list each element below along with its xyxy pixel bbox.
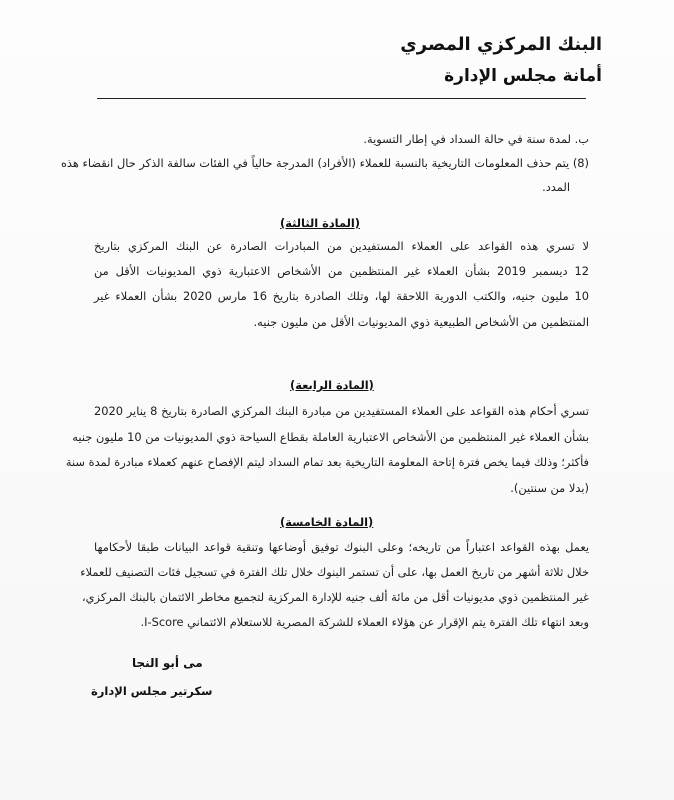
- article-4-line-4: (بدلا من سنتين).: [510, 481, 589, 495]
- article-5-line-4: وبعد انتهاء تلك الفترة يتم الإقرار عن هؤلاء العملاء للشركة المصرية للاستعلام الائتماني I-Score.: [140, 615, 589, 629]
- article-4-line-2: بشأن العملاء غير المنتظمين من الأشخاص الاعتبارية العاملة بقطاع السياحة ذوي المديونيات من 10 مليون جنيه: [72, 430, 589, 444]
- article-5-heading: (المادة الخامسة): [280, 515, 374, 529]
- article-5-line-2: خلال ثلاثة أشهر من تاريخ العمل بها، على أن تستمر البنوك خلال تلك الفترة في تسجيل فئات التصنيف للعملاء: [80, 565, 589, 579]
- intro-item-8-line-2: المدد.: [542, 180, 570, 194]
- signatory-title: سكرتير مجلس الإدارة: [91, 684, 213, 698]
- article-4-line-1: تسري أحكام هذه القواعد على العملاء المستفيدين من مبادرة البنك المركزي الصادرة بتاريخ 8 يناير 2020: [94, 404, 589, 418]
- article-5-line-1: يعمل بهذه القواعد اعتباراً من تاريخه؛ وعلى البنوك توفيق أوضاعها وتنقية قواعد البيانات طبقا لأحكامها: [94, 540, 589, 554]
- signatory-name: مى أبو النجا: [132, 656, 203, 670]
- department-name: أمانة مجلس الإدارة: [444, 66, 602, 86]
- org-name: البنك المركزي المصري: [400, 34, 602, 55]
- article-3-line-4: المنتظمين من الأشخاص الطبيعية ذوي المديونيات الأقل من مليون جنيه.: [253, 315, 589, 329]
- article-3-line-2: 12 ديسمبر 2019 بشأن العملاء غير المنتظمين من الأشخاص الاعتبارية ذوي المديونيات الأقل من: [94, 264, 589, 278]
- article-4-line-3: فأكثر؛ وذلك فيما يخص فترة إتاحة المعلومة التاريخية بعد تمام السداد ليتم الإفصاح عنهم كعملاء مبادرة لمدة سنة: [65, 455, 589, 469]
- intro-item-b: ب. لمدة سنة في حالة السداد في إطار التسوية.: [363, 132, 589, 146]
- article-5-line-3: غير المنتظمين ذوي مديونيات أقل من مائة ألف جنيه للإدارة المركزية لتجميع مخاطر الائتمان بالبنك المركزي،: [81, 590, 589, 604]
- header-divider: [97, 98, 586, 99]
- intro-item-8-line-1: (8) يتم حذف المعلومات التاريخية بالنسبة للعملاء (الأفراد) المدرجة حالياً في الفئات سالفة الذكر حال انقضاء هذه: [60, 156, 589, 170]
- article-3-heading: (المادة الثالثة): [280, 216, 360, 230]
- article-3-line-1: لا تسري هذه القواعد على العملاء المستفيدين من المبادرات الصادرة عن البنك المركزي بتاريخ: [94, 239, 589, 253]
- article-3-line-3: 10 مليون جنيه، والكتب الدورية اللاحقة لها، وتلك الصادرة بتاريخ 16 مارس 2020 بشأن العملاء غير: [94, 289, 590, 303]
- article-4-heading: (المادة الرابعة): [290, 378, 374, 392]
